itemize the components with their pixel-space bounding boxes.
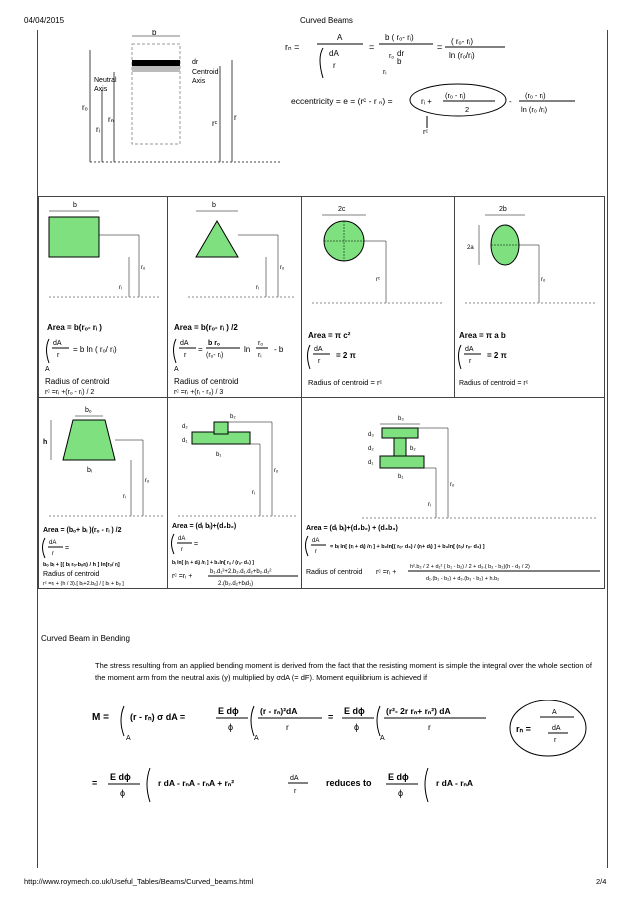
svg-text:dA: dA <box>312 538 320 544</box>
svg-text:=: = <box>328 712 334 722</box>
ecc-frac-num: (rₒ - rᵢ) <box>445 91 466 100</box>
ratio-den: ln (rₒ/rᵢ) <box>449 51 475 60</box>
bend-reduces: reduces to <box>326 778 372 788</box>
tee-d1: d₁ <box>182 438 188 444</box>
svg-text:A: A <box>126 735 131 742</box>
rn-eq2: = <box>437 42 443 52</box>
svg-text:dA: dA <box>178 536 186 542</box>
b-label: b <box>152 30 157 37</box>
ibeam-radius-label: Radius of centroid <box>306 569 363 576</box>
svg-text:r: r <box>469 358 472 365</box>
tri-radius-label: Radius of centroid <box>174 377 239 386</box>
bend-edphi-1: E dϕ <box>218 706 239 716</box>
tri-int-ln: ln <box>244 345 251 354</box>
neutral-label: Neutral <box>94 77 117 84</box>
svg-text:r: r <box>294 788 297 795</box>
rn-b-ro-ri: b ( rₒ- rᵢ) <box>385 33 414 42</box>
ibeam-rc-num: h².b₂ / 2 + d₁² ( b₁ - b₂) / 2 + d₃.( b₃ - b₂)(h - d₃ / 2) <box>410 564 530 570</box>
svg-text:r: r <box>184 352 187 359</box>
ibeam-b1: b₁ <box>398 474 404 480</box>
tri-int-num: b rₒ <box>208 340 220 347</box>
rect-radius-label: Radius of centroid <box>45 377 110 386</box>
bend-num2: (r²- 2r rₙ+ rₙ²) dA <box>386 706 451 716</box>
svg-text:ϕ: ϕ <box>228 722 234 732</box>
cell-ellipse <box>454 196 605 398</box>
ibeam-rc-den: d₁.(b₁ - b₂) + d₃.(b₃ - b₂) + h.b₂ <box>426 576 500 582</box>
rn-eq1: = <box>369 42 375 52</box>
tri-radius: rᶜ =rᵢ +(rᵢ - rₒ) / 3 <box>174 389 224 396</box>
bend-line2-end: r dA - rₙA <box>436 778 474 788</box>
svg-text:r: r <box>57 352 60 359</box>
ecc-ri: rᵢ + <box>421 97 432 106</box>
svg-text:ϕ: ϕ <box>398 788 404 798</box>
svg-text:A: A <box>45 366 50 373</box>
cell-trapezoid <box>38 397 168 589</box>
trap-bo-label: bₒ <box>85 407 92 414</box>
rc-label: rᶜ <box>212 119 218 128</box>
bend-M: M = <box>92 712 109 723</box>
bending-equation <box>88 700 600 810</box>
svg-text:A: A <box>552 709 557 716</box>
cell-tee <box>167 397 302 589</box>
svg-text:A: A <box>174 366 179 373</box>
svg-text:r: r <box>318 358 321 365</box>
rn-r: r <box>333 61 336 70</box>
curved-beam-section-figure <box>80 30 295 180</box>
ibeam-b2: b₂ <box>410 446 416 452</box>
svg-text:dA: dA <box>49 540 57 546</box>
bend-edphi-4: E dϕ <box>388 772 409 782</box>
bend-rrn: (r - rₙ) σ dA = <box>130 712 186 722</box>
rect-integral: = b ln ( rₒ/ rᵢ) <box>73 345 117 354</box>
tee-d2: d₂ <box>182 424 188 430</box>
svg-text:=: = <box>92 778 98 788</box>
svg-text:dA: dA <box>552 725 561 732</box>
ecc-minus: - <box>509 97 512 106</box>
bend-line2-mid: r dA - rₙA - rₙA + rₙ² <box>158 778 235 788</box>
tri-ri: rᵢ <box>256 285 259 291</box>
bend-rn-box: rₙ = <box>516 724 531 734</box>
section-title: Curved Beam in Bending <box>41 634 130 643</box>
ratio-num: ( rₒ- rᵢ) <box>451 37 474 46</box>
ibeam-ri: rᵢ <box>428 502 431 508</box>
ibeam-d1: d₁ <box>368 460 374 466</box>
ri-label: rᵢ <box>96 125 100 134</box>
rn-A: A <box>337 33 343 42</box>
ibeam-integral: = bᵢ ln[ (rᵢ + dᵢ) /rᵢ ] + b₂ln[( rₒ- d₃) / (rᵢ+ dᵢ) ] + b₃ln[ (rₒ/ rₒ- d₃) ] <box>330 544 485 550</box>
ellipse-radius-label: Radius of centroid = rᶜ <box>459 380 529 387</box>
rn-formula <box>285 30 600 140</box>
svg-text:ϕ: ϕ <box>120 788 126 798</box>
svg-text:=: = <box>198 345 203 354</box>
svg-text:dA: dA <box>53 340 62 347</box>
ibeam-area: Area = (dᵢ bᵢ)+(d₂b₂) + (d₃b₃) <box>306 525 398 532</box>
ibeam-b3: b₃ <box>398 416 404 422</box>
ellipse-2b-label: 2b <box>499 206 507 213</box>
tri-int-den: (rₒ- rᵢ) <box>206 352 224 359</box>
svg-text:rₒ: rₒ <box>258 340 263 347</box>
dr-label: dr <box>192 59 199 66</box>
bend-edphi-3: E dϕ <box>110 772 131 782</box>
cell-circle <box>301 196 455 398</box>
rn-dr: dr <box>397 49 405 58</box>
tri-int-b: - b <box>274 345 284 354</box>
svg-text:r: r <box>286 722 289 732</box>
svg-text:r: r <box>52 551 54 557</box>
ibeam-rc-lhs: rᶜ =rᵢ + <box>376 569 397 576</box>
tee-rc-lhs: rᶜ =rᵢ + <box>172 573 193 580</box>
cell-triangle <box>167 196 302 398</box>
r-label: r <box>234 113 237 122</box>
tee-b2: b₂ <box>230 414 236 420</box>
svg-text:=: = <box>65 545 70 552</box>
header-title: Curved Beams <box>300 16 353 25</box>
rect-radius: rᶜ =rᵢ +(rₒ - rᵢ) / 2 <box>45 389 95 396</box>
ellipse-area: Area = π a b <box>459 331 506 340</box>
rn-b: b <box>397 57 402 66</box>
rect-ro: rₒ <box>141 265 146 271</box>
trap-h-label: h <box>43 439 48 446</box>
circle-area: Area = π c² <box>308 331 351 340</box>
rect-b-label: b <box>73 202 77 209</box>
tri-b-label: b <box>212 202 216 209</box>
tee-ro: rₒ <box>274 468 279 474</box>
rect-ri: rᵢ <box>119 285 122 291</box>
ecc-frac-den: 2 <box>465 105 470 114</box>
trap-ro: rₒ <box>145 478 150 484</box>
circle-radius-label: Radius of centroid = rᶜ <box>308 378 383 387</box>
trap-bi-label: bᵢ <box>87 467 92 474</box>
tri-ro: rₒ <box>280 265 285 271</box>
bend-num1: (r - rₙ)²dA <box>260 706 298 716</box>
svg-text:=: = <box>194 541 199 548</box>
rn-dA: dA <box>329 49 339 58</box>
svg-text:dA: dA <box>465 346 474 353</box>
ibeam-d3: d₃ <box>368 432 374 438</box>
ecc-last-num: (rₒ - rᵢ) <box>525 91 546 100</box>
circle-rc: rᶜ <box>376 277 381 283</box>
header-date: 04/04/2015 <box>24 16 65 25</box>
rn-ri: rᵢ <box>383 69 387 76</box>
rect-area: Area = b(rₒ- rᵢ ) <box>47 323 102 332</box>
ellipse-rc: rₒ <box>541 277 546 283</box>
bend-edphi-2: E dϕ <box>344 706 365 716</box>
cell-i-beam <box>301 397 605 589</box>
ro-label: rₒ <box>82 103 88 112</box>
footer-page: 2/4 <box>596 877 607 886</box>
svg-text:r: r <box>554 737 557 744</box>
ibeam-d2: d₂ <box>368 446 374 452</box>
trap-radius-label: Radius of centroid <box>43 571 100 578</box>
ibeam-ro: rₒ <box>450 482 455 488</box>
ellipse-2a-label: 2a <box>467 245 474 251</box>
svg-text:A: A <box>380 735 385 742</box>
svg-text:dA: dA <box>314 346 323 353</box>
centroid-axis-label: Axis <box>192 78 206 85</box>
bending-paragraph: The stress resulting from an applied bending moment is derived from the fact that the resisting moment is simple the integral over the whole section of the moment arm from the neutral axis (y) multiplied by σdA (= dF). Moment equilibrium is achieved if <box>95 661 592 682</box>
ecc-last-den: ln (rₒ /rᵢ) <box>521 105 548 114</box>
tee-b1: b₁ <box>216 452 222 458</box>
svg-text:A: A <box>254 735 259 742</box>
tee-rc-num: b₁.d₁²+2.b₂.d₁.d₂+b₂.d₂² <box>210 569 272 575</box>
svg-text:r: r <box>428 722 431 732</box>
trap-radius: rᶜ =rᵢ + (h / 3).[ bᵢ+2.bₒ] / [ bᵢ + bₒ ] <box>43 581 124 587</box>
svg-text:r: r <box>315 549 317 555</box>
tee-ri: rᵢ <box>252 490 255 496</box>
svg-text:ϕ: ϕ <box>354 722 360 732</box>
svg-text:r: r <box>181 547 183 553</box>
trap-area: Area = (bₒ+ bᵢ )(rₒ - rᵢ ) /2 <box>43 527 122 534</box>
svg-text:rᵢ: rᵢ <box>258 352 262 359</box>
tee-rc-den: 2.(b₂.d₂+bᵢd₁) <box>218 581 254 587</box>
footer-url: http://www.roymech.co.uk/Useful_Tables/Beams/Curved_beams.html <box>24 877 254 886</box>
cell-rectangle <box>38 196 168 398</box>
centroid-label: Centroid <box>192 69 219 76</box>
rn-label: rₙ <box>108 115 114 124</box>
trap-integral: bₒ bᵢ + [( bᵢ rₒ-bₒrᵢ) / h ] ln[rₒ/ rᵢ] <box>43 562 120 568</box>
tee-integral: bᵢ ln[ (rᵢ + dᵢ) /rᵢ ] + b₂ln[ rₒ / (rₒ- d₂) ] <box>172 560 254 566</box>
neutral-axis-label: Axis <box>94 86 108 93</box>
circle-integral: = 2 π <box>336 351 356 360</box>
rn-lhs: rₙ = <box>285 42 300 52</box>
svg-text:dA: dA <box>290 775 299 782</box>
tri-area: Area = b(rₒ- rᵢ ) /2 <box>174 323 238 332</box>
ecc-label: eccentricity = e = (rᶜ - r ₙ) = <box>291 96 393 106</box>
ellipse-integral: = 2 π <box>487 351 507 360</box>
ecc-rc: rᶜ <box>423 127 429 136</box>
trap-ri: rᵢ <box>123 494 126 500</box>
rn-ro: rₒ <box>389 53 394 60</box>
tee-area: Area = (dᵢ bᵢ)+(d₂b₂) <box>172 523 237 530</box>
svg-text:dA: dA <box>180 340 189 347</box>
circle-2c-label: 2c <box>338 206 346 213</box>
